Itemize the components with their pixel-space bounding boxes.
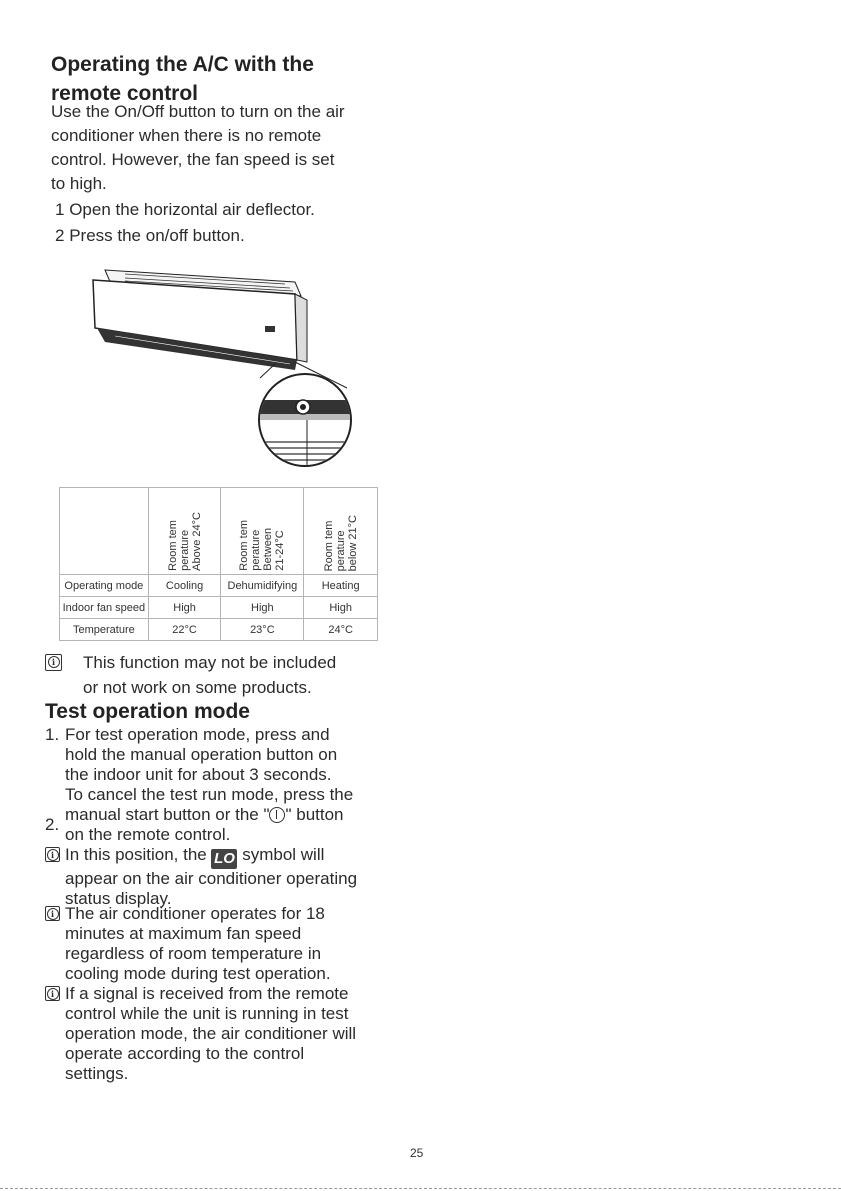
- table-corner-cell: [60, 488, 149, 575]
- table-cell: High: [304, 597, 378, 619]
- info-icon: i: [45, 654, 62, 671]
- row-label: Temperature: [60, 619, 149, 641]
- section-title: Operating the A/C with the remote control: [51, 53, 314, 105]
- table-row: [60, 575, 378, 597]
- info-icon: i: [45, 906, 60, 921]
- info-remote-signal: If a signal is received from the remote control while the unit is running in test operation mode, the air conditioner will operate according to the control settings.: [65, 984, 357, 1083]
- page-number: 25: [410, 1146, 424, 1160]
- test-mode-title: Test operation mode: [45, 700, 250, 723]
- header-between-21-24: Room tem perature Between 21-24°C: [221, 488, 304, 575]
- lo-display-icon: LO: [211, 849, 237, 869]
- test-item-2: To cancel the test run mode, press the manual start button or the " " button on the remote control.: [65, 785, 354, 844]
- row-label: Indoor fan speed: [60, 597, 149, 619]
- info-max-fan: The air conditioner operates for 18 minutes at maximum fan speed regardless of room temperature in cooling mode during test operation.: [65, 904, 331, 983]
- table-row: [60, 619, 378, 641]
- info-icon: i: [45, 986, 60, 1001]
- table-cell: Cooling: [148, 575, 221, 597]
- power-icon: [269, 807, 285, 823]
- header-above-24: Room tem perature Above 24°C: [148, 488, 221, 575]
- note-text: This function may not be included or not work on some products.: [83, 653, 337, 697]
- test-item-1-number: 1.: [45, 725, 60, 744]
- table-cell: High: [148, 597, 221, 619]
- row-label: Operating mode: [60, 575, 149, 597]
- info-lo-symbol: In this position, the LO symbol will appear on the air conditioner operating status display.: [65, 845, 358, 908]
- table-cell: High: [221, 597, 304, 619]
- step-2: 2 Press the on/off button.: [55, 226, 245, 245]
- table-cell: 24°C: [304, 619, 378, 641]
- table-cell: Dehumidifying: [221, 575, 304, 597]
- footer-divider: [0, 1188, 841, 1189]
- header-below-21: Room tem perature below 21°C: [304, 488, 378, 575]
- table-row: [60, 597, 378, 619]
- info-icon: i: [45, 847, 60, 862]
- table-cell: 22°C: [148, 619, 221, 641]
- step-1: 1 Open the horizontal air deflector.: [55, 200, 315, 219]
- test-item-2-number: 2.: [45, 815, 60, 834]
- indoor-unit-illustration: [85, 260, 365, 470]
- table-cell: 23°C: [221, 619, 304, 641]
- operation-modes-table: [59, 487, 378, 641]
- test-item-1: For test operation mode, press and hold the manual operation button on the indoor unit for about 3 seconds.: [65, 725, 338, 784]
- table-cell: Heating: [304, 575, 378, 597]
- intro-paragraph: Use the On/Off button to turn on the air conditioner when there is no remote control. However, the fan speed is set to high.: [51, 102, 345, 193]
